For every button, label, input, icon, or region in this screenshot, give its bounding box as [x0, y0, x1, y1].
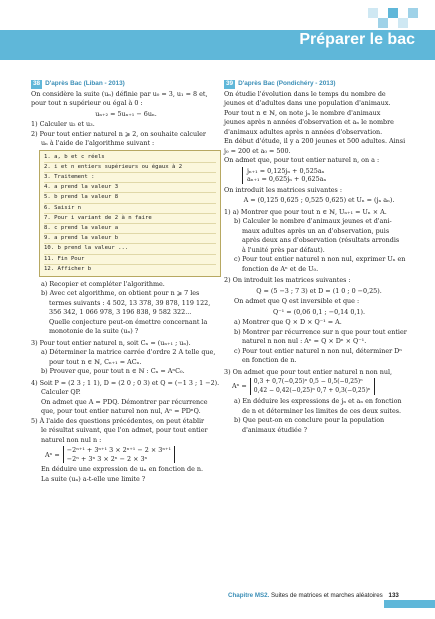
matrix-an [232, 378, 414, 395]
text-line: En déduire une expression de uₙ en fonction de n. [41, 465, 204, 474]
text-line: On introduit les matrices suivantes : [224, 185, 343, 194]
matrix-an [45, 446, 221, 463]
question-2: 2) Pour tout entier naturel n ⩾ 2, on souhaite calculer [31, 129, 206, 138]
question-1b: b) Calculer le nombre d'animaux jeunes et d'ani- [234, 217, 392, 225]
decor-square [388, 8, 398, 18]
matrix-definition: A = (0,125 0,625 ; 0,525 0,625) et Uₙ = (jₙ aₙ). [243, 196, 395, 204]
matrix-row: 0,42 − 0,42(−0,25)ⁿ 0,7 + 0,3(−0,25)ⁿ [253, 386, 371, 394]
exercise-39-heading [224, 80, 414, 89]
matrix-lhs: Aⁿ = [232, 382, 247, 391]
text-line: termes suivants : 4 502, 13 378, 39 878, 119 122, [49, 298, 211, 307]
algorithm-line: 3. Traitement : [44, 173, 216, 183]
text-line: fonction de Aⁿ et de U₀. [242, 264, 319, 273]
text-line: en fonction de n. [242, 356, 297, 364]
question-3a: a) En déduire les expressions de jₙ et aₙ en fonction [234, 397, 402, 405]
question-1a: 1) a) Montrer que pour tout n ∈ ℕ, Uₙ₊₁ = Uₙ × A. [224, 207, 387, 216]
question-5: 5) À l'aide des questions précédentes, on peut établir [31, 416, 205, 425]
decor-square [408, 8, 418, 18]
text-line: le résultat suivant, que l'on admet, pour tout entier [41, 426, 208, 435]
text-line: j₀ = 200 et a₀ = 500. [224, 146, 291, 155]
question-2b: b) Montrer par récurrence sur n que pour tout entier [234, 327, 407, 336]
text-line: pour tout n ∈ ℕ, Cₙ₊₁ = ACₙ. [49, 357, 142, 366]
decor-square [398, 18, 408, 28]
algorithm-line: 4. a prend la valeur 3 [44, 183, 216, 193]
algorithm-line: 11. Fin Pour [44, 255, 216, 265]
matrix-row: −2ⁿ⁺¹ + 3ⁿ⁺¹ 3 × 2ⁿ⁺¹ − 2 × 3ⁿ⁺¹ [66, 446, 172, 455]
decor-square [378, 18, 388, 28]
text-line: à l'unité près par défaut). [242, 245, 325, 254]
exercise-number: 39 [226, 80, 234, 87]
footer-title: Suites de matrices et marches aléatoires [271, 592, 383, 599]
algorithm-line: 8. c prend la valeur a [44, 224, 216, 234]
question-2a: a) Recopier et compléter l'algorithme. [41, 279, 165, 288]
text-line: jeunes après n années d'observation et aₙ le nombre [224, 118, 394, 126]
text-line: 356 342, 1 066 978, 3 196 838, 9 582 322... [49, 308, 192, 317]
text-line: naturel non nul n : [41, 435, 102, 444]
matrix-lhs: Aⁿ = [45, 450, 60, 459]
question-2b: b) Avec cet algorithme, on obtient pour n ⩾ 7 les [41, 289, 200, 298]
algorithm-line: 1. a, b et c réels [44, 153, 216, 163]
text-line: après deux ans d'observation (résultats arrondis [242, 236, 400, 244]
footer-bar [384, 600, 435, 608]
equation: aₙ₊₁ = 0,625jₙ + 0,625aₙ [247, 175, 327, 183]
text-line: La suite (uₙ) a-t-elle une limite ? [41, 474, 146, 483]
text-line: uₙ à l'aide de l'algorithme suivant : [41, 139, 155, 147]
text-line: On considère la suite (uₙ) définie par u₀ = 3, u₁ = 8 et, [31, 89, 208, 98]
page-title: Préparer le bac [299, 31, 415, 48]
footer-chapter: Chapitre MS2. [228, 592, 270, 599]
text-line: En début d'étude, il y a 200 jeunes et 500 adultes. Ainsi [224, 137, 406, 145]
page-footer [228, 592, 399, 599]
algorithm-line: 6. Saisir n [44, 204, 216, 214]
text-line: naturel n non nul : Aⁿ = Q × Dⁿ × Q⁻¹. [242, 337, 367, 345]
algorithm-line: 7. Pour i variant de 2 à n faire [44, 214, 216, 224]
matrix-definition: Q = (5 −3 ; 7 3) et D = (1 0 ; 0 −0,25). [256, 286, 382, 295]
right-column [224, 80, 414, 435]
question-2a: a) Montrer que Q × D × Q⁻¹ = A. [234, 318, 342, 326]
equation-system [242, 167, 414, 184]
text-line: maux adultes après un an d'observation, puis [242, 226, 390, 235]
question-3b: b) Prouver que, pour tout n ∈ ℕ : Cₙ = AⁿC₀. [41, 367, 185, 376]
exercise-number: 38 [33, 80, 41, 87]
matrix-row: 0,3 + 0,7(−0,25)ⁿ 0,5 − 0,5(−0,25)ⁿ [253, 378, 363, 385]
text-line: d'animaux adultes après n années d'observation. [224, 127, 383, 136]
text-line: jeunes et d'adultes dans une population d'animaux. [224, 99, 391, 107]
text-line: de n et déterminer les limites de ces deux suites. [242, 406, 402, 415]
algorithm-line: 5. b prend la valeur 8 [44, 193, 216, 203]
text-line: monotonie de la suite (uₙ) ? [49, 327, 139, 336]
question-3b: b) Que peut-on en conclure pour la population [234, 416, 385, 424]
exercise-source: D'après Bac (Liban - 2013) [45, 80, 125, 87]
text-line: Quelle conjecture peut-on émettre concernant la [49, 317, 208, 326]
equation: jₙ₊₁ = 0,125jₙ + 0,525aₙ [247, 166, 325, 175]
left-column [31, 80, 221, 484]
decor-square [368, 8, 378, 18]
algorithm-box [39, 150, 221, 277]
text-line: pour tout n supérieur ou égal à 0 : [31, 99, 143, 107]
algorithm-line: 12. Afficher b [44, 265, 92, 272]
question-3: 3) Pour tout entier naturel n, soit Cₙ = (uₙ₊₁ ; uₙ). [31, 338, 191, 347]
text-line: On étudie l'évolution dans le temps du nombre de [224, 89, 386, 98]
text-line: que, pour tout entier naturel non nul, Aⁿ = PDⁿQ. [41, 407, 201, 416]
question-1c: c) Pour tout entier naturel n non nul, exprimer Uₙ en [234, 255, 406, 263]
question-4: 4) Soit P = (2 3 ; 1 1), D = (2 0 ; 0 3) et Q = (−1 3 ; 1 −2). [31, 378, 220, 387]
algorithm-line: 10. b prend la valeur ... [44, 244, 216, 254]
algorithm-line: 2. i et n entiers supérieurs ou égaux à 2 [44, 163, 216, 173]
text-line: On admet que, pour tout entier naturel n, on a : [224, 156, 380, 164]
text-line: d'animaux étudiée ? [242, 425, 308, 434]
question-3: 3) On admet que pour tout entier naturel n non nul, [224, 367, 393, 376]
exercise-38-heading [31, 80, 221, 89]
matrix-definition: Q⁻¹ = (0,06 0,1 ; −0,14 0,1). [272, 307, 366, 316]
matrix-row: −2ⁿ + 3ⁿ 3 × 2ⁿ − 2 × 3ⁿ [66, 454, 148, 463]
page-number: 133 [388, 592, 399, 599]
exercise-source: D'après Bac (Pondichéry - 2013) [238, 80, 336, 87]
algorithm-line: 9. a prend la valeur b [44, 234, 216, 244]
question-1: 1) Calculer u₂ et u₃. [31, 120, 95, 128]
text-line: On admet que A = PDQ. Démontrer par récurrence [41, 397, 208, 406]
question-2: 2) On introduit les matrices suivantes : [224, 276, 351, 284]
text-line: Calculer QP. [41, 388, 81, 397]
text-line: On admet que Q est inversible et que : [234, 297, 360, 305]
text-line: Pour tout n ∈ ℕ, on note jₙ le nombre d'animaux [224, 108, 381, 117]
question-3a: a) Déterminer la matrice carrée d'ordre 2 A telle que, [41, 348, 216, 357]
question-2c: c) Pour tout entier naturel n non nul, déterminer Dⁿ [234, 346, 403, 355]
equation: uₙ₊₂ = 5uₙ₊₁ − 6uₙ. [95, 109, 157, 118]
